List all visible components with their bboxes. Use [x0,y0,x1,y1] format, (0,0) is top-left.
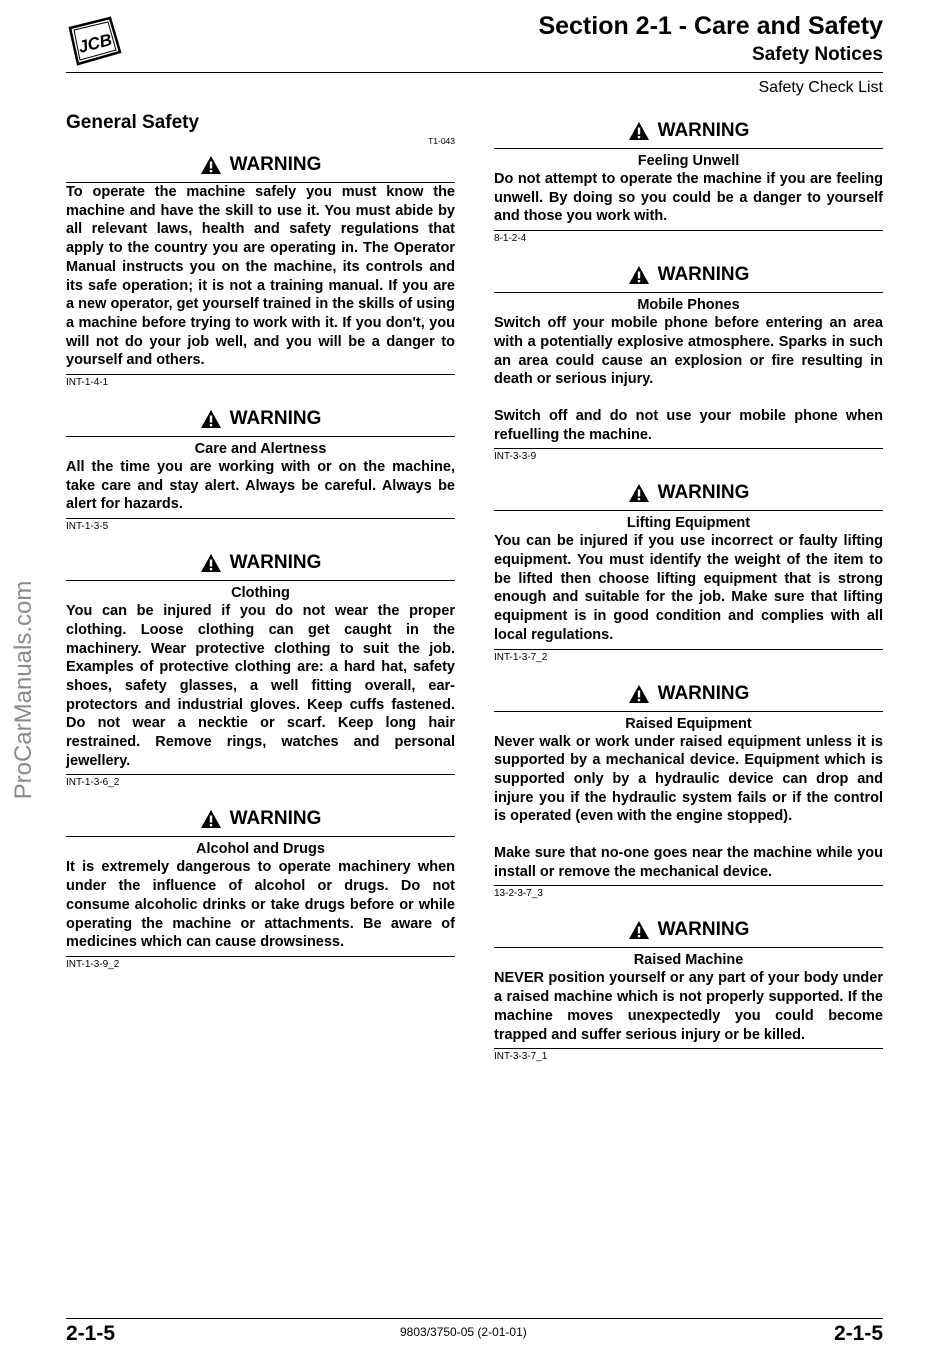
warning-rule-top [494,510,883,511]
warning-paragraph: Switch off your mobile phone before entering an area with a potentially explosive atmosphere. Sparks in such an area could cause an explosion or fire resulting in death or serious injury. [494,315,883,388]
warning-paragraph: Switch off and do not use your mobile phone when refuelling the machine. [494,407,883,443]
warning-subtitle: Alcohol and Drugs [196,841,325,858]
warning-triangle-icon [200,409,222,429]
warning-subtitle: Lifting Equipment [626,515,751,532]
warning-reference: INT-1-3-6_2 [66,777,120,789]
warning-paragraph: You can be injured if you use incorrect or faulty lifting equipment. You must identify the weight of the item to be lifted then choose lifting equipment that is strong enough and suitable for the job. Make sure that lifting equipment is in good condition and complies with all local regulations. [494,533,883,643]
general-safety-heading: General Safety [66,112,200,133]
jcb-logo [66,16,122,66]
left-warnings-list [66,152,455,970]
page-number-left: 2-1-5 [66,1322,116,1345]
warning-label: WARNING [229,808,322,830]
section-title: Section 2-1 - Care and Safety [538,12,883,40]
warning-triangle-icon [200,809,222,829]
warning-reference: INT-1-3-9_2 [66,958,120,970]
warning-header [66,550,455,576]
warning-reference: INT-3-3-9 [494,451,537,463]
warning-header [494,262,883,288]
warning-body [494,733,883,882]
warning-rule-bottom [66,518,455,519]
logo-text: JCB [76,30,114,57]
warning-triangle-icon [628,483,650,503]
watermark: ProCarManuals.com [10,580,37,800]
warning-triangle-icon [200,553,222,573]
warning-paragraph: Make sure that no-one goes near the machine while you install or remove the mechanical device. [494,845,883,880]
right-warnings-list [494,118,883,1062]
page-number-right: 2-1-5 [833,1322,883,1345]
warning-label: WARNING [657,482,750,504]
warning-rule-top [494,148,883,149]
warning-rule-bottom [66,774,455,775]
warning-subtitle: Care and Alertness [194,441,327,458]
warning-subtitle: Feeling Unwell [637,153,740,169]
warning-rule-bottom [494,448,883,449]
footer-rule [66,1318,883,1319]
warning-paragraph: Do not attempt to operate the machine if you are feeling unwell. By doing so you could be a danger to yourself and those you work with. [494,171,883,225]
warning-subtitle: Raised Machine [633,952,744,969]
warning-rule-bottom [494,1048,883,1049]
warning-block-2 [66,406,455,532]
warning-body [66,458,455,514]
warning-triangle-icon [628,121,650,141]
warning-subtitle: Mobile Phones [637,297,740,314]
warning-paragraph: To operate the machine safely you must know the machine and have the skill to use it. You must abide by all relevant laws, health and safety regulations that apply to the country you are operating in. The Operator Manual instructs you on the machine, its controls and its safe operation; it is not a training manual. If you are a new operator, get yourself trained in the skills of using a machine before trying to work with it. If you don't, you will not do your job well, and you will be a danger to yourself and others. [66,184,455,369]
warning-rule-bottom [494,230,883,231]
warning-label: WARNING [229,552,322,574]
warning-rule-top [66,436,455,437]
warning-reference: INT-1-3-7_2 [494,651,548,663]
right-column [494,118,883,1080]
warning-header [66,406,455,432]
warning-block-3 [66,550,455,788]
header-rule [66,72,883,73]
warning-body [494,170,883,226]
warning-label: WARNING [229,154,322,175]
document-reference: 9803/3750-05 (2-01-01) [400,1325,527,1339]
warning-triangle-icon [200,155,222,175]
warning-paragraph: Never walk or work under raised equipment unless it is supported by a mechanical device. Equipment which is supported only by a hydraulic device can drop and injure you if the hydraulic system fails or if the control is operated (even with the engine stopped). [494,733,883,825]
warning-rule-bottom [494,885,883,886]
warning-header [494,118,883,144]
warning-block-2 [494,262,883,462]
warning-paragraph: It is extremely dangerous to operate machinery when under the influence of alcohol or drugs. Do not consume alcoholic drinks or take drugs before or while operating the machine or attachments. Be aware of medicines which can cause drowsiness. [66,859,455,951]
warning-block-5 [494,917,883,1062]
warning-label: WARNING [657,264,750,286]
warning-paragraph: All the time you are working with or on the machine, take care and stay alert. Always be careful. Always be alert for hazards. [66,459,455,513]
warning-subtitle: Raised Equipment [625,715,752,732]
warning-rule-top [494,947,883,948]
warning-header [66,806,455,832]
warning-triangle-icon [628,265,650,285]
warning-reference: INT-1-3-5 [66,521,109,533]
warning-reference: INT-3-3-7_1 [494,1051,548,1063]
warning-body [494,969,883,1044]
section-subtitle: Safety Notices [752,44,883,65]
warning-paragraph: You can be injured if you do not wear the proper clothing. Loose clothing can get caught in the machinery. Wear protective clothing to suit the job. Examples of protective clothing are: a hard hat, safety shoes, safety glasses, a well fitting overall, ear-protectors and industrial gloves. Keep cuffs fastened. Do not wear a necktie or scarf. Keep long hair restrained. Remove rings, watches and personal jewellery. [66,603,455,769]
warning-label: WARNING [657,120,750,141]
warning-body [494,532,883,644]
warning-body [66,602,455,770]
warning-header [66,152,455,178]
warning-block-4 [494,681,883,900]
warning-label: WARNING [657,682,750,704]
warning-header [494,917,883,943]
warning-block-3 [494,480,883,662]
warning-body [494,314,883,444]
warning-paragraph: NEVER position yourself or any part of your body under a raised machine which is not properly supported. If the machine moves unexpectedly you could become trapped and suffer serious injury or be killed. [494,970,883,1043]
warning-header [494,480,883,506]
warning-block-1 [494,118,883,244]
warning-rule-bottom [494,649,883,650]
warning-rule-bottom [66,374,455,375]
warning-label: WARNING [229,408,322,430]
warning-header [494,681,883,707]
warning-triangle-icon [628,920,650,940]
warning-subtitle: Clothing [231,585,290,602]
warning-reference: 13-2-3-7_3 [494,888,543,900]
warning-rule-bottom [66,956,455,957]
warning-body [66,183,455,370]
warning-label: WARNING [657,919,750,941]
warning-rule-top [66,836,455,837]
warning-triangle-icon [628,684,650,704]
warning-reference: INT-1-4-1 [66,377,109,389]
topic-label: Safety Check List [758,79,883,96]
warning-rule-top [494,292,883,293]
warning-body [66,858,455,952]
warning-block-4 [66,806,455,970]
warning-block-1 [66,152,455,388]
heading-ref: T1-043 [428,136,455,146]
warning-rule-top [66,580,455,581]
left-column [66,112,455,988]
warning-rule-top [494,711,883,712]
warning-reference: 8-1-2-4 [494,233,527,245]
